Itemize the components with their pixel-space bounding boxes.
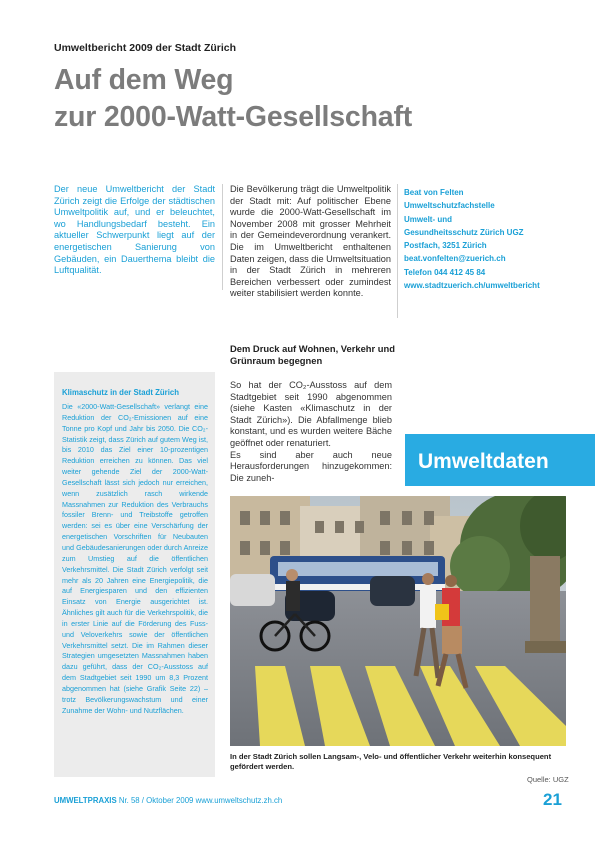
column-divider xyxy=(222,184,223,290)
author-phone: Telefon 044 412 45 84 xyxy=(404,267,486,277)
body-text xyxy=(230,380,392,484)
column-divider xyxy=(397,184,398,318)
section-banner-label: Umweltdaten xyxy=(418,450,549,473)
footer-web-link[interactable]: www.umweltschutz.zh.ch xyxy=(195,796,283,805)
body-paragraph: Es sind aber auch neue Herausforderungen hinzugekommen: Die zuneh- xyxy=(230,449,392,483)
author-dept: Gesundheitsschutz Zürich UGZ xyxy=(404,227,524,237)
photo-credit: Quelle: UGZ xyxy=(527,775,569,784)
title-line-1: Auf dem Weg xyxy=(54,64,234,96)
section-banner xyxy=(405,434,595,486)
author-name: Beat von Felten xyxy=(404,188,464,197)
title-line-2: zur 2000-Watt-Gesellschaft xyxy=(54,101,413,133)
street-photo xyxy=(230,496,566,746)
info-box-title: Klimaschutz in der Stadt Zürich xyxy=(62,388,179,397)
info-box-text: Die «2000-Watt-Gesellschaft» verlangt eine Reduktion der CO₂-Emissionen auf eine Tonne pro Kopf und Jahr bis 2050. Die CO₂-Statistik zeigt, dass Zürich auf gutem Weg ist, bis 2010 das Ziel einer 10-prozentigen Reduktion erreichen zu können. Das viel weiter gehende Ziel der 2000-Watt-Gesellschaft lässt sich jedoch nur erreichen, wenn zusätzlich rasch wirkende Massnahmen zur Reduktion des Verbrauchs fossiler Brenn- und Treibstoffe getroffen werden: sei es über eine Verschärfung der energetischen Vorschriften für Neubauten und Gebäudesanierungen oder durch Anreize zum Umstieg auf die öffentlichen Verkehrsmittel. Die Stadt Zürich verfolgt seit mehr als 20 Jahren eine Energiepolitik, die auf Energiesparen und den effizienten Einsatz von Energie ausgerichtet ist. Ähnliches gilt auch für die Verkehrspolitik, die in erster Linie auf die Förderung des Fuss- und Veloverkehrs sowie der öffentlichen Verkehrsmittel setzt. Die im Rahmen dieser Strategien umgesetzten Massnahmen haben dazu geführt, dass der CO₂-Ausstoss auf dem Stadtgebiet seit 1990 um 8,3 Prozent abgenommen hat (siehe Grafik Seite 22) – trotz Bevölkerungswachstum und einer Zunahme der Wohn- und Nutzflächen. xyxy=(62,402,208,715)
footer-issue: Nr. 58 / Oktober 2009 xyxy=(118,796,194,805)
info-box xyxy=(54,372,215,777)
body-text xyxy=(230,184,391,300)
author-dept: Umwelt- und xyxy=(404,214,452,224)
author-web-link[interactable]: www.stadtzuerich.ch/umweltbericht xyxy=(404,281,540,291)
footer-brand: UMWELTPRAXIS xyxy=(54,796,117,805)
page-footer xyxy=(54,796,282,805)
author-dept: Umweltschutzfachstelle xyxy=(404,201,495,211)
intro-lead: Der neue Umweltbericht der Stadt Zürich zeigt die Erfolge der städtischen Umweltpolitik auf, und er beleuchtet, wo Handlungsbedarf besteht. Ein aktueller Schwerpunkt liegt auf der energetischen Sanierung von Gebäuden, ein Dauerthema bleibt die Luftqualität. xyxy=(54,184,215,276)
body-paragraph: Die Bevölkerung trägt die Umweltpolitik der Stadt mit: Auf politischer Ebene wurde die 2000-Watt-Gesellschaft im November 2008 mit grosser Mehrheit in der Gemeindeverordnung verankert. Die im Umweltbericht enthaltenen Daten zeigen, dass die Umweltsituation in der Stadt Zürich in mehreren Bereichen verbessert oder zumindest weiter stabilisiert werden konnte. xyxy=(230,184,391,299)
body-paragraph: So hat der CO₂-Ausstoss auf dem Stadtgebiet seit 1990 abgenommen (siehe Kasten «Klimaschutz in der Stadt Zürich»). Die Abfallmenge blieb konstant, und es wurden weitere Bäche geöffnet oder renaturiert. xyxy=(230,380,392,448)
photo-caption: In der Stadt Zürich sollen Langsam-, Velo- und öffentlicher Verkehr weiterhin konsequent gefördert werden. xyxy=(230,752,552,771)
kicker: Umweltbericht 2009 der Stadt Zürich xyxy=(54,42,237,54)
author-contact xyxy=(404,186,540,292)
page-title xyxy=(54,62,412,136)
page-number: 21 xyxy=(543,790,562,809)
section-heading: Dem Druck auf Wohnen, Verkehr und Grünraum begegnen xyxy=(230,343,395,366)
author-email-link[interactable]: beat.vonfelten@zuerich.ch xyxy=(404,254,506,264)
author-address: Postfach, 3251 Zürich xyxy=(404,241,487,251)
